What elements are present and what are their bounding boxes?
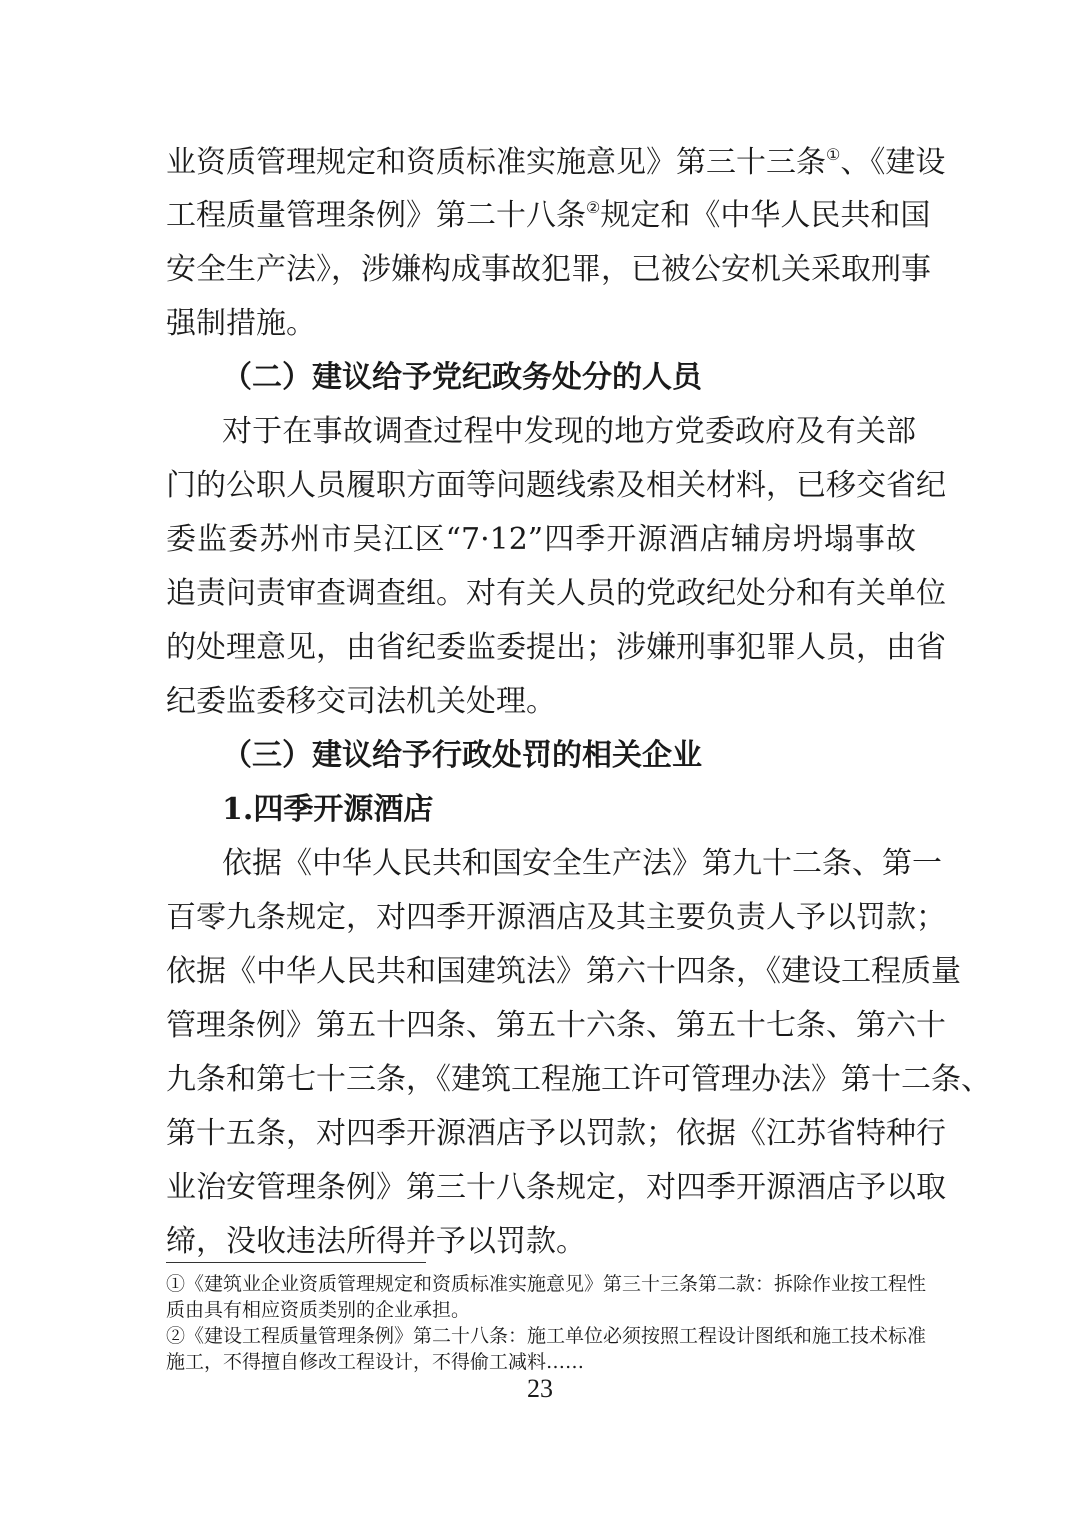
text-segment: 业资质管理规定和资质标准实施意见》第三十三条 [166, 145, 826, 180]
body-line [166, 198, 931, 234]
body-line: 第十五条，对四季开源酒店予以罚款；依据《江苏省特种行 [166, 1116, 946, 1151]
footnote-ref-1[interactable]: ① [826, 145, 841, 164]
footnote-1-line: 质由具有相应资质类别的企业承担。 [166, 1299, 471, 1321]
text-segment: 工程质量管理条例》第二十八条 [166, 198, 586, 233]
body-line: 管理条例》第五十四条、第五十六条、第五十七条、第六十 [166, 1008, 946, 1043]
body-line: 门的公职人员履职方面等问题线索及相关材料，已移交省纪 [166, 468, 946, 503]
body-line: 对于在事故调查过程中发现的地方党委政府及有关部 [222, 414, 916, 449]
section-heading-2: （二）建议给予党纪政务处分的人员 [222, 360, 702, 395]
body-line: 安全生产法》，涉嫌构成事故犯罪，已被公安机关采取刑事 [166, 252, 931, 287]
body-line: 委监委苏州市吴江区“7·12”四季开源酒店辅房坍塌事故 [166, 522, 916, 557]
body-line: 依据《中华人民共和国安全生产法》第九十二条、第一 [222, 846, 942, 881]
body-line: 百零九条规定，对四季开源酒店及其主要负责人予以罚款； [166, 900, 946, 935]
body-line: 业治安管理条例》第三十八条规定，对四季开源酒店予以取 [166, 1170, 946, 1205]
body-line: 九条和第七十三条，《建筑工程施工许可管理办法》第十二条、 [166, 1062, 991, 1097]
body-line: 强制措施。 [166, 306, 316, 341]
subsection-heading: 1.四季开源酒店 [222, 792, 434, 827]
body-line [166, 145, 946, 181]
footnote-2-line: ②《建设工程质量管理条例》第二十八条：施工单位必须按照工程设计图纸和施工技术标准 [166, 1325, 927, 1347]
body-line: 依据《中华人民共和国建筑法》第六十四条，《建设工程质量 [166, 954, 961, 989]
section-heading-3: （三）建议给予行政处罚的相关企业 [222, 738, 702, 773]
footnote-divider [166, 1262, 426, 1263]
body-line: 纪委监委移交司法机关处理。 [166, 684, 556, 719]
footnote-1-line: ①《建筑业企业资质管理规定和资质标准实施意见》第三十三条第二款：拆除作业按工程性 [166, 1273, 927, 1295]
text-segment: 、《建设 [840, 145, 946, 180]
footnote-ref-2[interactable]: ② [586, 198, 601, 217]
body-line: 缔，没收违法所得并予以罚款。 [166, 1224, 586, 1259]
page-number: 23 [527, 1374, 553, 1403]
footnote-2-line: 施工，不得擅自修改工程设计，不得偷工减料…… [166, 1351, 585, 1373]
text-segment: 规定和《中华人民共和国 [600, 198, 931, 233]
body-line: 追责问责审查调查组。对有关人员的党政纪处分和有关单位 [166, 576, 946, 611]
body-line: 的处理意见，由省纪委监委提出；涉嫌刑事犯罪人员，由省 [166, 630, 946, 665]
